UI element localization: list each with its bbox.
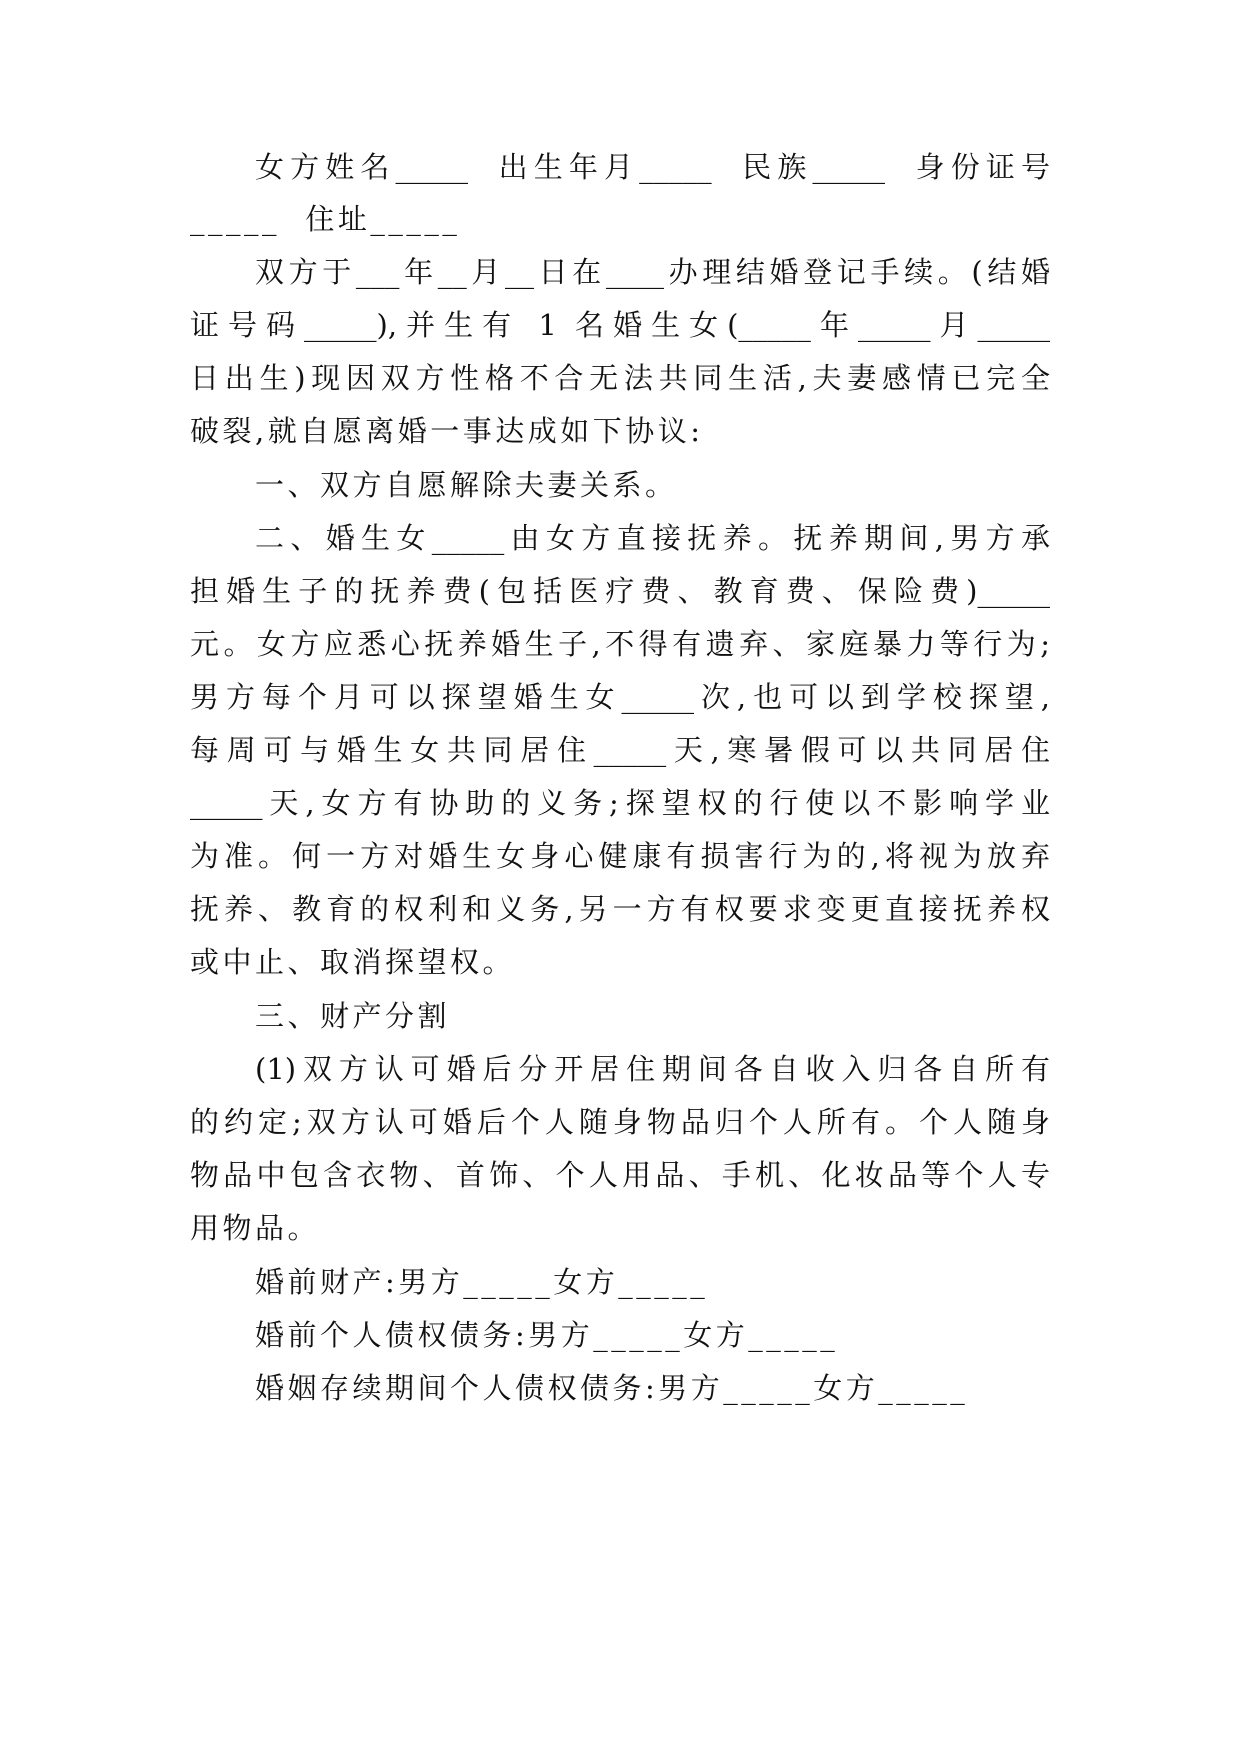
paragraph-line: 二、婚生女_____由女方直接抚养。抚养期间,男方承 (255, 521, 1050, 555)
paragraph-line: 证号码_____),并生有 1 名婚生女(_____年_____月_____ (190, 308, 1050, 342)
property-line: 婚前财产:男方_____女方_____ (255, 1265, 709, 1299)
property-line: 婚姻存续期间个人债权债务:男方_____女方_____ (255, 1371, 969, 1405)
paragraph-line: 或中止、取消探望权。 (190, 945, 516, 979)
paragraph-line: 用物品。 (190, 1211, 321, 1245)
paragraph-line: 抚养、教育的权利和义务,另一方有权要求变更直接抚养权 (190, 892, 1050, 926)
clause-heading: 一、双方自愿解除夫妻关系。 (255, 468, 678, 502)
paragraph-line: 双方于___年__月__日在____办理结婚登记手续。(结婚 (255, 255, 1050, 289)
paragraph-line: _____ 住址_____ (190, 202, 461, 236)
paragraph-line: _____天,女方有协助的义务;探望权的行使以不影响学业 (190, 786, 1050, 820)
paragraph-line: 元。女方应悉心抚养婚生子,不得有遗弃、家庭暴力等行为; (190, 627, 1050, 661)
paragraph-line: 日出生)现因双方性格不合无法共同生活,夫妻感情已完全 (190, 361, 1050, 395)
paragraph-line: 的约定;双方认可婚后个人随身物品归个人所有。个人随身 (190, 1105, 1050, 1139)
paragraph-line: 破裂,就自愿离婚一事达成如下协议: (190, 414, 704, 448)
paragraph-line: 物品中包含衣物、首饰、个人用品、手机、化妆品等个人专 (190, 1158, 1050, 1192)
paragraph-line: 担婚生子的抚养费(包括医疗费、教育费、保险费)_____ (190, 574, 1050, 608)
paragraph-line: (1)双方认可婚后分开居住期间各自收入归各自所有 (255, 1052, 1050, 1086)
property-line: 婚前个人债权债务:男方_____女方_____ (255, 1318, 839, 1352)
paragraph-line: 为准。何一方对婚生女身心健康有损害行为的,将视为放弃 (190, 839, 1050, 873)
clause-heading: 三、财产分割 (255, 999, 451, 1033)
paragraph-line: 女方姓名_____ 出生年月_____ 民族_____ 身份证号 (255, 150, 1050, 184)
paragraph-line: 男方每个月可以探望婚生女_____次,也可以到学校探望, (190, 680, 1050, 714)
paragraph-line: 每周可与婚生女共同居住_____天,寒暑假可以共同居住 (190, 733, 1050, 767)
